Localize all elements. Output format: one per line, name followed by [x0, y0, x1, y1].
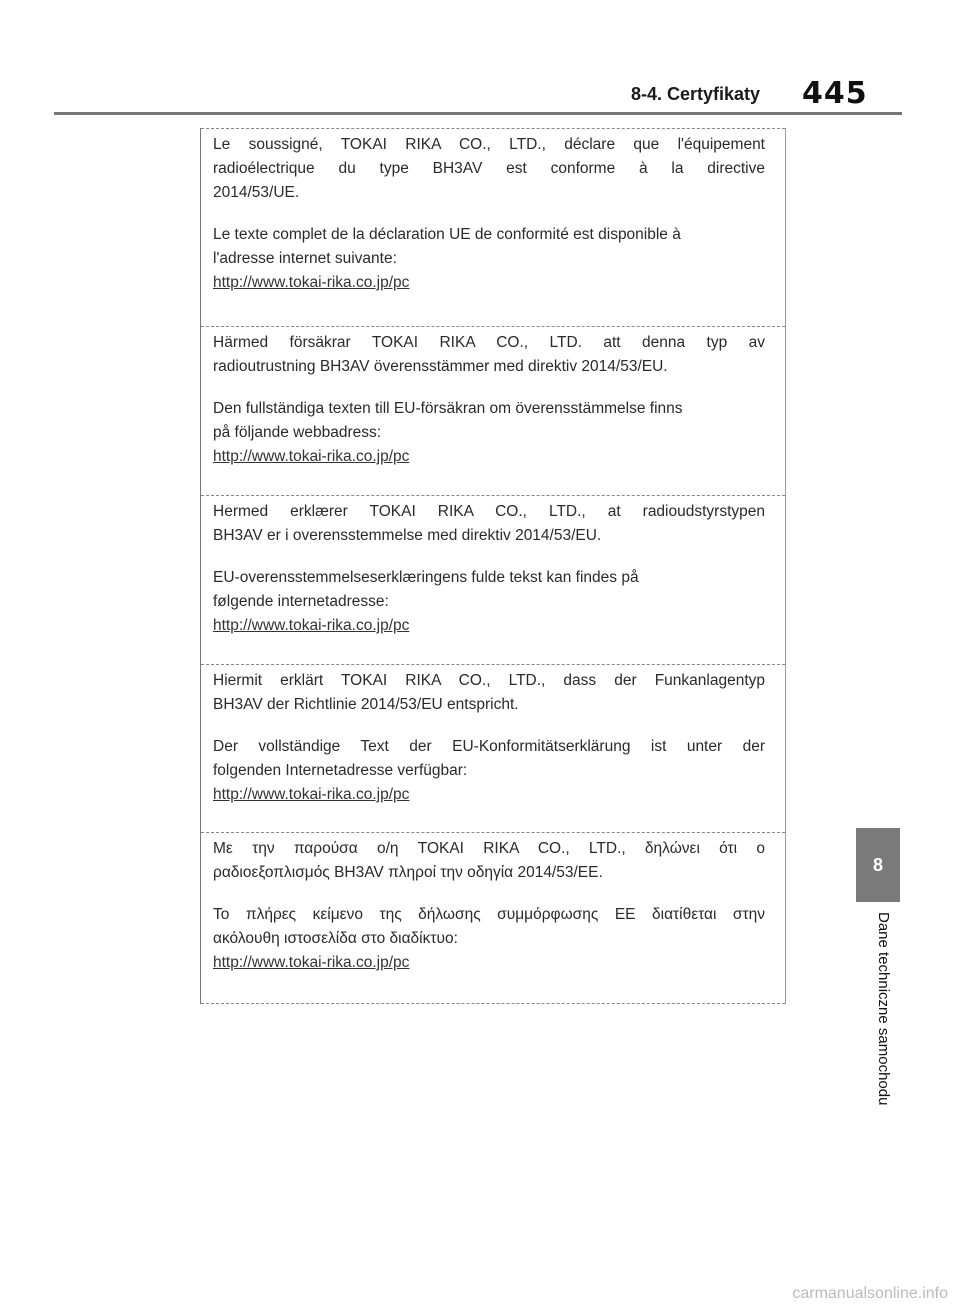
cert-text-line: Hiermit erklärt TOKAI RIKA CO., LTD., dass der Funkanlagentyp — [213, 672, 765, 689]
cert-url-link[interactable]: http://www.tokai-rika.co.jp/pc — [213, 448, 410, 465]
cert-text-line: ραδιοεξοπλισμός BH3AV πληροί την οδηγία 2014/53/ΕΕ. — [213, 864, 603, 881]
certificate-greek — [201, 832, 785, 1004]
cert-text-line: Με την παρούσα ο/η TOKAI RIKA CO., LTD., δηλώνει ότι ο — [213, 840, 765, 857]
cert-text-line: folgenden Internetadresse verfügbar: — [213, 762, 468, 779]
cert-text-line: Härmed försäkrar TOKAI RIKA CO., LTD. att denna typ av — [213, 334, 765, 351]
page-header — [0, 0, 960, 120]
cert-url-link[interactable]: http://www.tokai-rika.co.jp/pc — [213, 786, 410, 803]
cert-text-line: på följande webbadress: — [213, 424, 382, 441]
cert-text-line: Hermed erklærer TOKAI RIKA CO., LTD., at radioudstyrstypen — [213, 503, 765, 520]
certificates-box — [200, 128, 786, 1004]
certificate-danish — [201, 495, 785, 665]
cert-url-link[interactable]: http://www.tokai-rika.co.jp/pc — [213, 954, 410, 971]
cert-text-line: følgende internetadresse: — [213, 593, 389, 610]
cert-text-line: radioutrustning BH3AV överensstämmer med direktiv 2014/53/EU. — [213, 358, 668, 375]
cert-url-link[interactable]: http://www.tokai-rika.co.jp/pc — [213, 274, 410, 291]
chapter-tab — [856, 828, 900, 902]
cert-text-line: Den fullständiga texten till EU-försäkran om överensstämmelse finns — [213, 400, 683, 417]
certificate-german — [201, 664, 785, 832]
cert-text-line: ακόλουθη ιστοσελίδα στο διαδίκτυο: — [213, 930, 458, 947]
watermark: carmanualsonline.info — [792, 1285, 948, 1302]
chapter-number: 8 — [872, 855, 883, 875]
cert-text-line: l'adresse internet suivante: — [213, 250, 397, 267]
chapter-label: Dane techniczne samochodu — [875, 912, 892, 1106]
cert-text-line: Le soussigné, TOKAI RIKA CO., LTD., déclare que l'équipement — [213, 136, 765, 153]
cert-text-line: BH3AV der Richtlinie 2014/53/EU entspricht. — [213, 696, 519, 713]
certificate-swedish — [201, 326, 785, 496]
cert-text-line: EU-overensstemmelseserklæringens fulde tekst kan findes på — [213, 569, 639, 586]
cert-text-line: Το πλήρες κείμενο της δήλωσης συμμόρφωσης ΕΕ διατίθεται στην — [213, 906, 765, 923]
cert-text-line: 2014/53/UE. — [213, 184, 300, 201]
cert-url-link[interactable]: http://www.tokai-rika.co.jp/pc — [213, 617, 410, 634]
page-number: 445 — [802, 76, 868, 111]
cert-text-line: radioélectrique du type BH3AV est conforme à la directive — [213, 160, 765, 177]
section-title: 8-4. Certyfikaty — [630, 84, 760, 104]
cert-text-line: Le texte complet de la déclaration UE de conformité est disponible à — [213, 226, 681, 243]
header-rule — [54, 112, 902, 115]
cert-text-line: Der vollständige Text der EU-Konformitätserklärung ist unter der — [213, 738, 765, 755]
cert-text-line: BH3AV er i overensstemmelse med direktiv 2014/53/EU. — [213, 527, 602, 544]
certificate-french — [201, 128, 785, 328]
